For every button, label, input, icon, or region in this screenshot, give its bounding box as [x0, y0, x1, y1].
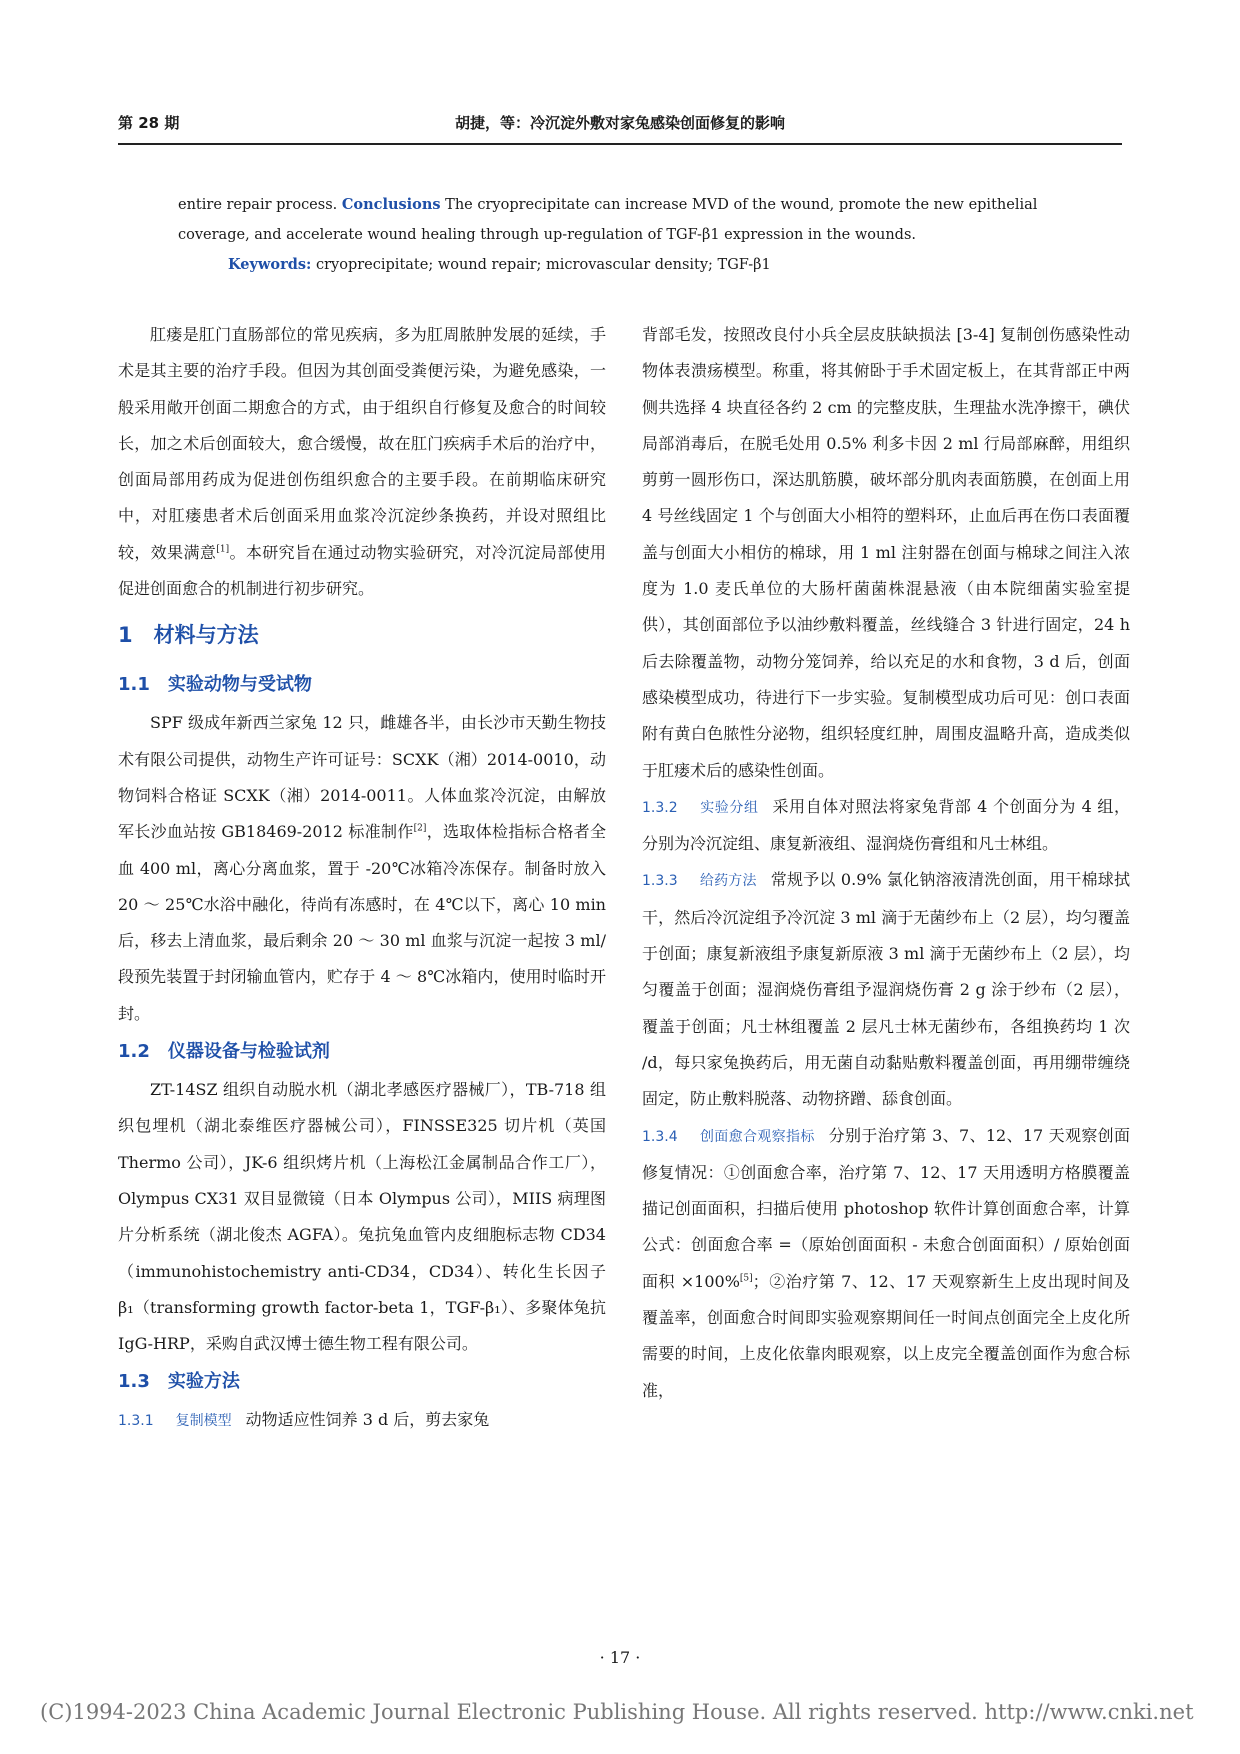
issue-number: 第 28 期 — [118, 114, 180, 132]
abstract-text: entire repair process. — [178, 197, 342, 213]
paragraph-1-3-1-cont: 背部毛发，按照改良付小兵全层皮肤缺损法 [3-4] 复制创伤感染性动物体表溃疡模型。称重，将其俯卧于手术固定板上，在其背部正中两侧共选择 4 块直径各约 2 cm 的完整皮肤，生理盐水洗净擦干，碘伏局部消毒后，在脱毛处用 0.5% 利多卡因 2 ml 行局部麻醉，用组织剪剪一圆形伤口，深达肌筋膜，破坏部分肌肉表面筋膜，在创面上用 4 号丝线固定 1 个与创面大小相符的塑料环，止血后再在伤口表面覆盖与创面大小相仿的棉球，用 1 ml 注射器在创面与棉球之间注入浓度为 1.0 麦氏单位的大肠杆菌菌株混悬液（由本院细菌实验室提供），其创面部位予以油纱敷料覆盖，丝线缝合 3 针进行固定，24 h 后去除覆盖物，动物分笼饲养，给以充足的水和食物，3 d 后，创面感染模型成功，待进行下一步实验。复制模型成功后可见：创口表面附有黄白色脓性分泌物，组织轻度红肿，周围皮温略升高，造成类似于肛瘘术后的感染性创面。 — [642, 325, 1130, 780]
para-text-2: ，选取体检指标合格者全血 400 ml，离心分离血浆，置于 -20℃冰箱冷冻保存。制备时放入 20 ～ 25℃水浴中融化，待尚有冻感时，在 4℃以下，离心 10 min 后，移去上清血浆，最后剩余 20 ～ 30 ml 血浆与沉淀一起按 3 ml/ 段预先装置于封闭输血管内，贮存于 4 ～ 8℃冰箱内，使用时临时开封。 — [118, 822, 606, 1023]
subsection-number: 1.3.2 — [642, 799, 678, 816]
para-text: SPF 级成年新西兰家兔 12 只，雌雄各半，由长沙市天勤生物技术有限公司提供，动物生产许可证号：SCXK（湘）2014-0010，动物饲料合格证 SCXK（湘）2014-0011。人体血浆冷沉淀，由解放军长沙血站按 GB18469-2012 标准制作 — [118, 713, 606, 842]
header-divider — [118, 143, 1122, 145]
intro-text-2: 。本研究旨在通过动物实验研究，对冷沉淀局部使用促进创面愈合的机制进行初步研究。 — [118, 542, 606, 599]
subsection-title: 创面愈合观察指标 — [699, 1128, 815, 1145]
paragraph-1-3-4 — [642, 1118, 1130, 1409]
subsection-title: 复制模型 — [175, 1413, 232, 1430]
page-number: · 17 · — [599, 1648, 641, 1667]
subsection-heading-1-3-1 — [118, 1413, 232, 1429]
subsection-heading-1-3-2 — [642, 800, 759, 816]
intro-paragraph — [118, 317, 606, 607]
abstract-line-2: coverage, and accelerate wound healing through up-regulation of TGF-β1 expression in the wounds. — [178, 227, 917, 243]
para-text: 分别于治疗第 3、7、12、17 天观察创面修复情况：①创面愈合率，治疗第 7、12、17 天用透明方格膜覆盖描记创面面积，扫描后使用 photoshop 软件计算创面愈合率，计算公式：创面愈合率 =（原始创面面积 - 未愈合创面面积）/ 原始创面面积 ×100% — [642, 1125, 1130, 1291]
subsection-heading-1-3-4 — [642, 1129, 815, 1145]
left-column — [118, 317, 606, 1440]
subsection-number: 1.3.4 — [642, 1128, 678, 1145]
abstract-text: The cryoprecipitate can increase MVD of the wound, promote the new epithelial — [440, 197, 1038, 213]
intro-text: 肛瘘是肛门直肠部位的常见疾病，多为肛周脓肿发展的延续，手术是其主要的治疗手段。但因为其创面受粪便污染，为避免感染，一般采用敞开创面二期愈合的方式，由于组织自行修复及愈合的时间较长，加之术后创面较大，愈合缓慢，故在肛门疾病手术后的治疗中，创面局部用药成为促进创伤组织愈合的主要手段。在前期临床研究中，对肛瘘患者术后创面采用血浆冷沉淀纱条换药，并设对照组比较，效果满意 — [118, 325, 606, 562]
para-text-2: ；②治疗第 7、12、17 天观察新生上皮出现时间及覆盖率，创面愈合时间即实验观察期间任一时间点创面完全上皮化所需要的时间，上皮化依靠肉眼观察，以上皮完全覆盖创面作为愈合标准， — [642, 1271, 1130, 1400]
citation-ref: [5] — [739, 1273, 753, 1284]
keywords-line — [178, 250, 1078, 280]
paragraph-1-3-3 — [642, 862, 1130, 1117]
paragraph-1-1 — [118, 705, 606, 1032]
paragraph-1-3-1 — [118, 1402, 606, 1439]
abstract-line-1 — [178, 190, 1078, 220]
running-header — [118, 112, 1122, 142]
conclusions-label: Conclusions — [341, 196, 441, 213]
subsection-title: 给药方法 — [699, 873, 757, 890]
para-text: 动物适应性饲养 3 d 后，剪去家兔 — [245, 1410, 490, 1430]
copyright-notice: (C)1994-2023 China Academic Journal Electronic Publishing House. All rights reserved. http://www.cnki.net — [40, 1700, 1194, 1724]
para-text: 采用自体对照法将家兔背部 4 个创面分为 4 组，分别为冷沉淀组、康复新液组、湿润烧伤膏组和凡士林组。 — [642, 796, 1130, 854]
running-title: 胡捷，等：冷沉淀外敷对家兔感染创面修复的影响 — [454, 114, 785, 132]
paragraph-1-2: ZT-14SZ 组织自动脱水机（湖北孝感医疗器械厂），TB-718 组织包埋机（湖北泰维医疗器械公司），FINSSE325 切片机（英国 Thermo 公司），JK-6 组织烤片机（上海松江金属制品合作工厂），Olympus CX31 双目显微镜（日本 Olympus 公司），MIIS 病理图片分析系统（湖北俊杰 AGFA）。兔抗兔血管内皮细胞标志物 CD34（immunohistochemistry anti-CD34，CD34）、转化生长因子 β₁（transforming growth factor-beta 1，TGF-β₁）、多聚体兔抗 IgG-HRP，采购自武汉博士德生物工程有限公司。 — [118, 1080, 606, 1354]
right-column — [642, 317, 1130, 1409]
para-text: 常规予以 0.9% 氯化钠溶液清洗创面，用干棉球拭干，然后冷沉淀组予冷沉淀 3 ml 滴于无菌纱布上（2 层），均匀覆盖于创面；康复新液组予康复新原液 3 ml 滴于无菌纱布上（2 层），均匀覆盖于创面；湿润烧伤膏组予湿润烧伤膏 2 g 涂于纱布（2 层），覆盖于创面；凡士林组覆盖 2 层凡士林无菌纱布，各组换药均 1 次 /d，每只家兔换药后，用无菌自动黏贴敷料覆盖创面，再用绷带缠绕固定，防止敷料脱落、动物挤蹭、舔食创面。 — [642, 870, 1130, 1109]
section-heading-1: 1 材料与方法 — [118, 623, 259, 648]
keywords-label: Keywords: — [228, 256, 312, 273]
section-heading-1-3: 1.3 实验方法 — [118, 1371, 240, 1393]
citation-ref: [2] — [413, 823, 427, 834]
subsection-title: 实验分组 — [699, 799, 759, 816]
paragraph-1-3-2 — [642, 789, 1130, 863]
section-heading-1-2: 1.2 仪器设备与检验试剂 — [118, 1041, 330, 1063]
subsection-heading-1-3-3 — [642, 873, 757, 889]
citation-ref: [1] — [216, 544, 230, 555]
subsection-number: 1.3.1 — [118, 1413, 154, 1430]
keywords-text: cryoprecipitate; wound repair; microvascular density; TGF-β1 — [311, 257, 771, 273]
section-heading-1-1: 1.1 实验动物与受试物 — [118, 674, 312, 696]
abstract-tail — [178, 190, 1078, 280]
subsection-number: 1.3.3 — [642, 873, 678, 890]
